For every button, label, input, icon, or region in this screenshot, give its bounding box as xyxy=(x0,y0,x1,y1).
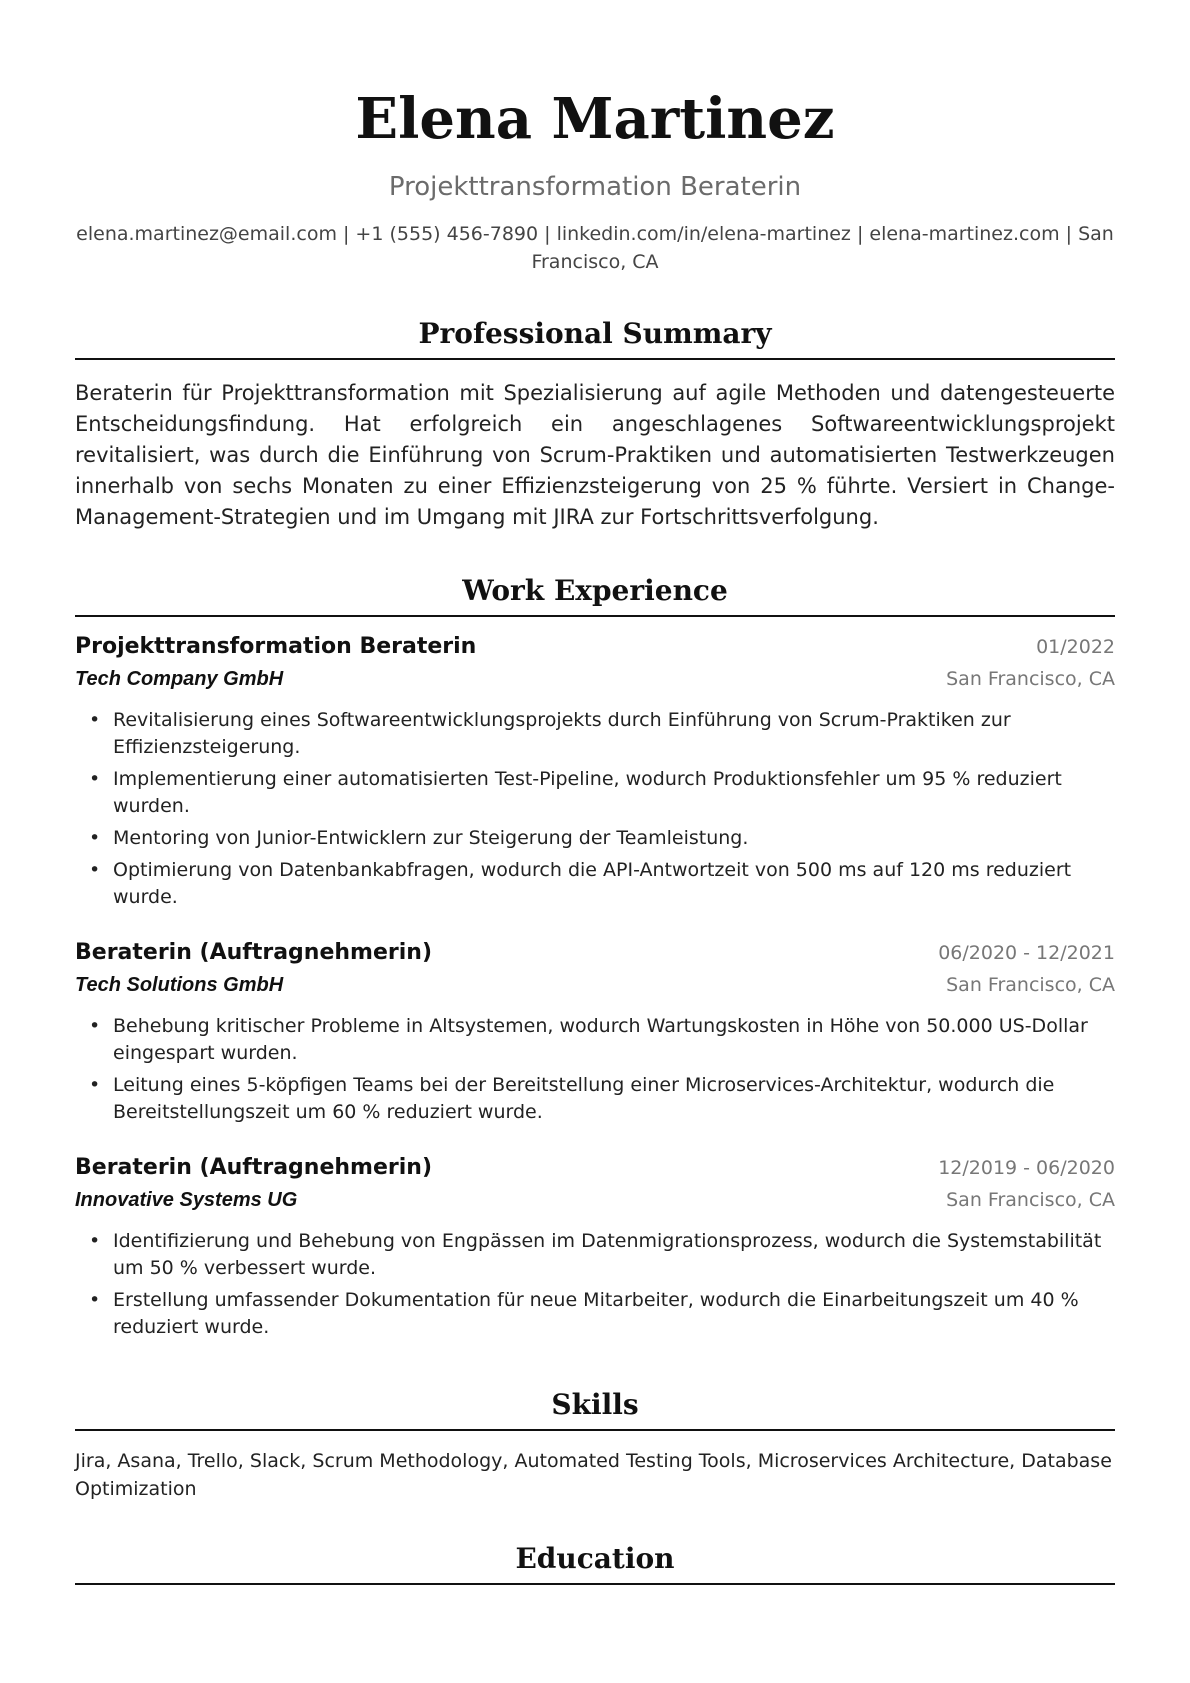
job-date: 06/2020 - 12/2021 xyxy=(938,942,1115,964)
job-entry xyxy=(75,937,1115,1126)
summary-section xyxy=(75,316,1115,533)
bullet-icon: • xyxy=(89,859,101,881)
list-item: • Identifizierung und Behebung von Engpässen im Datenmigrationsprozess, wodurch die Systemstabilität um 50 % verbessert wurde. xyxy=(89,1230,1102,1279)
candidate-name: Elena Martinez xyxy=(355,86,835,152)
list-item: • Behebung kritischer Probleme in Altsystemen, wodurch Wartungskosten in Höhe von 50.000 US-Dollar eingespart wurden. xyxy=(89,1015,1088,1064)
job-bullets xyxy=(75,1228,1115,1341)
job-company: Tech Solutions GmbH xyxy=(75,974,284,996)
job-entry xyxy=(75,1152,1115,1341)
job-location: San Francisco, CA xyxy=(946,974,1115,996)
skills-section xyxy=(75,1387,1115,1503)
job-date: 01/2022 xyxy=(1036,636,1115,658)
experience-section xyxy=(75,573,1115,1341)
job-title: Projekttransformation Beraterin xyxy=(75,634,477,659)
skills-text: Jira, Asana, Trello, Slack, Scrum Methodology, Automated Testing Tools, Microservices Architecture, Database Optimization xyxy=(75,1450,1112,1500)
job-title: Beraterin (Auftragnehmerin) xyxy=(75,940,433,965)
bullet-icon: • xyxy=(89,768,101,790)
summary-text: Beraterin für Projekttransformation mit Spezialisierung auf agile Methoden und datengesteuerte Entscheidungsfindung. Hat erfolgreich ein angeschlagenes Softwareentwicklungsprojekt revitalisiert, was durch die Einführung von Scrum-Praktiken und automatisierten Testwerkzeugen innerhalb von sechs Monaten zu einer Effizienzsteigerung von 25 % führte. Versiert in Change-Management-Strategien und im Umgang mit JIRA zur Fortschrittsverfolgung. xyxy=(75,381,1115,529)
education-section xyxy=(75,1541,1115,1585)
summary-heading: Professional Summary xyxy=(75,316,1115,360)
resume-header xyxy=(0,0,1190,276)
skills-heading: Skills xyxy=(75,1387,1115,1431)
bullet-icon: • xyxy=(89,1230,101,1252)
list-item: • Leitung eines 5-köpfigen Teams bei der Bereitstellung einer Microservices-Architektur, wodurch die Bereitstellungszeit um 60 % reduziert wurde. xyxy=(89,1074,1055,1123)
bullet-icon: • xyxy=(89,1015,101,1037)
list-item: • Erstellung umfassender Dokumentation für neue Mitarbeiter, wodurch die Einarbeitungszeit um 40 % reduziert wurde. xyxy=(89,1289,1079,1338)
list-item: • Implementierung einer automatisierten Test-Pipeline, wodurch Produktionsfehler um 95 % reduziert wurden. xyxy=(89,768,1062,817)
job-bullets xyxy=(75,1013,1115,1126)
job-company: Innovative Systems UG xyxy=(75,1189,298,1211)
job-entry xyxy=(75,631,1115,911)
experience-heading: Work Experience xyxy=(75,573,1115,617)
job-date: 12/2019 - 06/2020 xyxy=(938,1157,1115,1179)
job-bullets xyxy=(75,707,1115,911)
list-item: • Optimierung von Datenbankabfragen, wodurch die API-Antwortzeit von 500 ms auf 120 ms reduziert wurde. xyxy=(89,859,1072,908)
job-title: Beraterin (Auftragnehmerin) xyxy=(75,1155,433,1180)
list-item: • Revitalisierung eines Softwareentwicklungsprojekts durch Einführung von Scrum-Praktiken zur Effizienzsteigerung. xyxy=(89,709,1011,758)
job-company: Tech Company GmbH xyxy=(75,668,284,690)
candidate-subtitle: Projekttransformation Beraterin xyxy=(388,172,802,202)
bullet-icon: • xyxy=(89,1074,101,1096)
bullet-icon: • xyxy=(89,827,101,849)
bullet-icon: • xyxy=(89,1289,101,1311)
list-item: • Mentoring von Junior-Entwicklern zur Steigerung der Teamleistung. xyxy=(75,825,1115,852)
contact-line: elena.martinez@email.com | +1 (555) 456-7890 | linkedin.com/in/elena-martinez | elena-martinez.com | San Francisco, CA xyxy=(76,223,1114,273)
job-location: San Francisco, CA xyxy=(946,1189,1115,1211)
bullet-icon: • xyxy=(89,709,101,731)
education-heading: Education xyxy=(75,1541,1115,1585)
job-location: San Francisco, CA xyxy=(946,668,1115,690)
